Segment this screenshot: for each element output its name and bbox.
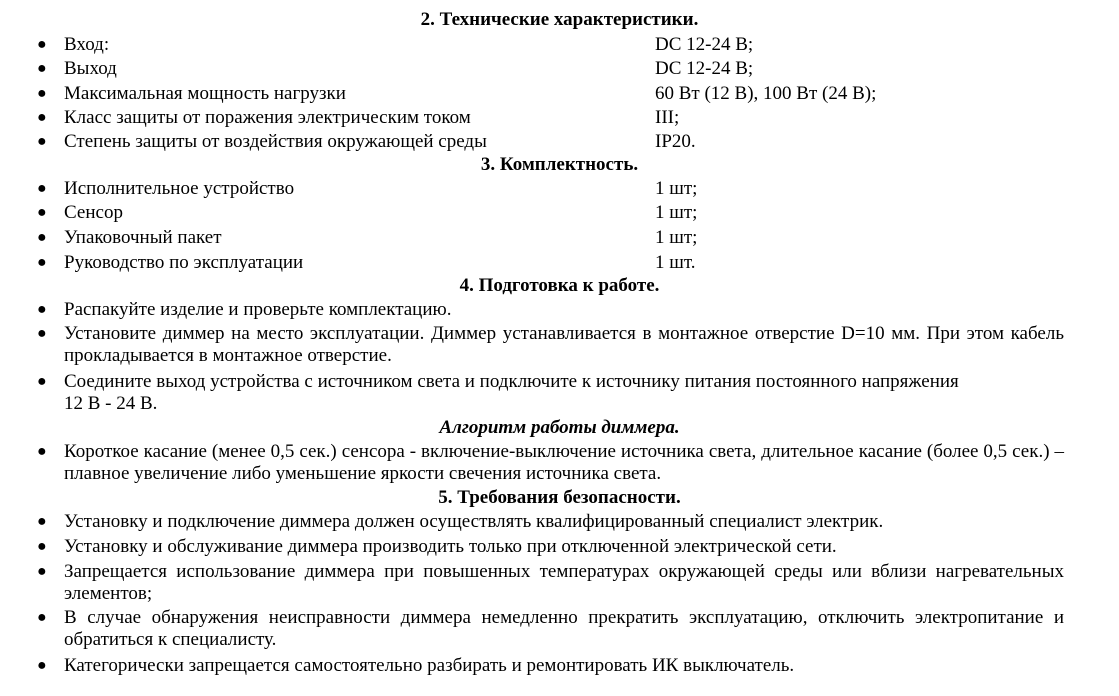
bullet-icon: ●: [37, 373, 47, 390]
spec-label: Степень защиты от воздействия окружающей среды: [64, 131, 487, 152]
spec-value: 60 Вт (12 В), 100 Вт (24 В);: [655, 83, 877, 104]
kit-label: Упаковочный пакет: [64, 227, 222, 248]
spec-label: Вход:: [64, 34, 110, 55]
bullet-icon: ●: [37, 538, 47, 555]
kit-label: Исполнительное устройство: [64, 178, 295, 199]
bullet-icon: ●: [37, 513, 47, 530]
section-title-algorithm: Алгоритм работы диммера.: [439, 417, 680, 438]
bullet-icon: ●: [37, 204, 47, 221]
bullet-icon: ●: [37, 657, 47, 674]
bullet-icon: ●: [37, 109, 47, 126]
safety-text: Категорически запрещается самостоятельно разбирать и ремонтировать ИК выключатель.: [64, 655, 795, 676]
bullet-icon: ●: [37, 563, 47, 580]
section-title-prep: 4. Подготовка к работе.: [459, 275, 660, 296]
spec-label: Максимальная мощность нагрузки: [64, 83, 346, 104]
kit-value: 1 шт;: [655, 202, 698, 223]
algorithm-text: Короткое касание (менее 0,5 сек.) сенсора - включение-выключение источника света, длительное касание (более 0,5 сек.) – плавное увеличение либо уменьшение яркости свечения источника света.: [64, 441, 1064, 484]
bullet-icon: ●: [37, 85, 47, 102]
bullet-icon: ●: [37, 609, 47, 626]
safety-text: Установку и подключение диммера должен осуществлять квалифицированный специалист электрик.: [64, 511, 884, 532]
bullet-icon: ●: [37, 60, 47, 77]
section-title-tech: 2. Технические характеристики.: [420, 9, 699, 30]
bullet-icon: ●: [37, 229, 47, 246]
kit-label: Руководство по эксплуатации: [64, 252, 304, 273]
spec-label: Выход: [64, 58, 117, 79]
bullet-icon: ●: [37, 325, 47, 342]
kit-value: 1 шт;: [655, 178, 698, 199]
instruction-text-continuation: 12 В - 24 В.: [64, 393, 158, 414]
bullet-icon: ●: [37, 254, 47, 271]
kit-value: 1 шт.: [655, 252, 696, 273]
spec-value: III;: [655, 107, 680, 128]
bullet-icon: ●: [37, 443, 47, 460]
kit-label: Сенсор: [64, 202, 123, 223]
instruction-text: Установите диммер на место эксплуатации. Диммер устанавливается в монтажное отверстие D=10 мм. При этом кабель прокладывается в монтажное отверстие.: [64, 323, 1064, 366]
bullet-icon: ●: [37, 133, 47, 150]
spec-value: IP20.: [655, 131, 696, 152]
section-title-safety: 5. Требования безопасности.: [438, 487, 681, 508]
bullet-icon: ●: [37, 301, 47, 318]
section-title-kit: 3. Комплектность.: [480, 154, 639, 175]
spec-value: DC 12-24 В;: [655, 58, 754, 79]
safety-text: Установку и обслуживание диммера производить только при отключенной электрической сети.: [64, 536, 837, 557]
safety-text: В случае обнаружения неисправности диммера немедленно прекратить эксплуатацию, отключить электропитание и обратиться к специалисту.: [64, 607, 1064, 650]
instruction-text: Соедините выход устройства с источником света и подключите к источнику питания постоянного напряжения: [64, 371, 959, 392]
kit-value: 1 шт;: [655, 227, 698, 248]
spec-label: Класс защиты от поражения электрическим током: [64, 107, 471, 128]
bullet-icon: ●: [37, 180, 47, 197]
bullet-icon: ●: [37, 36, 47, 53]
safety-text: Запрещается использование диммера при повышенных температурах окружающей среды или вблизи нагревательных элементов;: [64, 561, 1064, 604]
spec-value: DC 12-24 В;: [655, 34, 754, 55]
instruction-text: Распакуйте изделие и проверьте комплектацию.: [64, 299, 452, 320]
